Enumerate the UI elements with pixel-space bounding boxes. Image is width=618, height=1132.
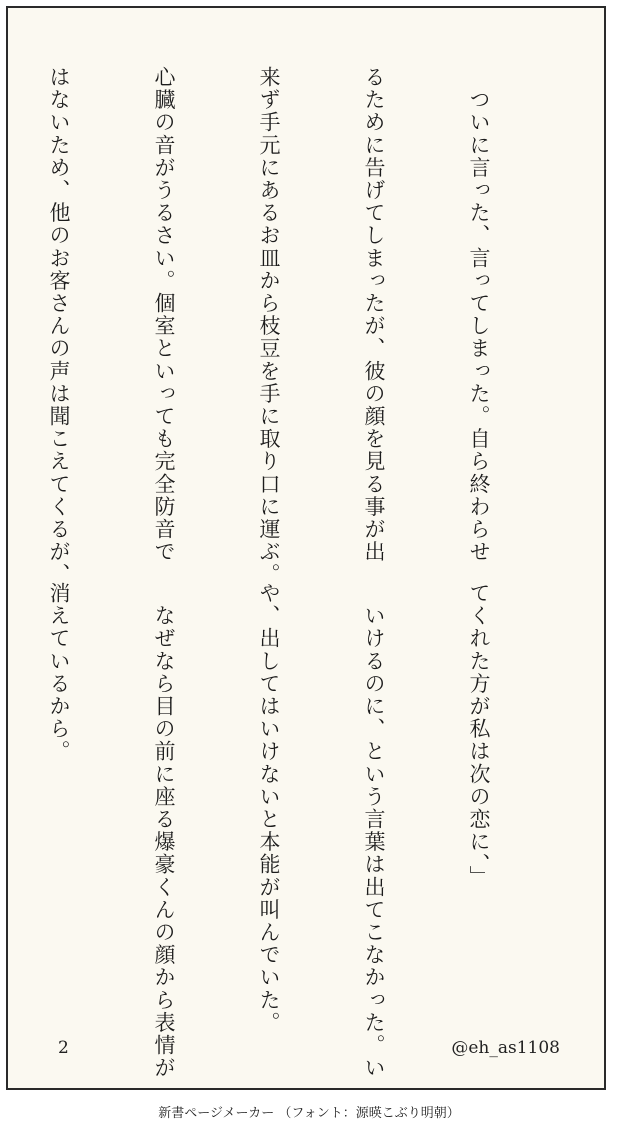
- text-column: るために告げてしまったが、彼の顔を見る事が出: [362, 66, 386, 564]
- text-block-bottom: [0, 582, 566, 1080]
- text-column: なぜなら目の前に座る爆豪くんの顔から表情が: [152, 582, 176, 1080]
- text-column: てくれた方が私は次の恋に、」: [467, 582, 491, 888]
- text-column: 心臓の音がうるさい。個室といっても完全防音で: [152, 66, 176, 564]
- text-column: や、出してはいけないと本能が叫んでいた。: [257, 582, 281, 1034]
- text-column: いけるのに、という言葉は出てこなかった。い: [362, 582, 386, 1080]
- page-number: 2: [58, 1038, 69, 1058]
- page: [6, 6, 606, 1090]
- text-block-top: [0, 66, 566, 586]
- text-column: 消えているから。: [47, 582, 71, 763]
- author-handle: @eh_as1108: [451, 1038, 560, 1058]
- text-column: はないため、他のお客さんの声は聞こえてくるが、: [47, 66, 71, 586]
- text-column: ついに言った、言ってしまった。自ら終わらせ: [467, 66, 491, 564]
- generator-caption: 新書ページメーカー （フォント：源暎こぶり明朝）: [158, 1106, 460, 1121]
- text-column: 来ず手元にあるお皿から枝豆を手に取り口に運ぶ。: [257, 66, 281, 586]
